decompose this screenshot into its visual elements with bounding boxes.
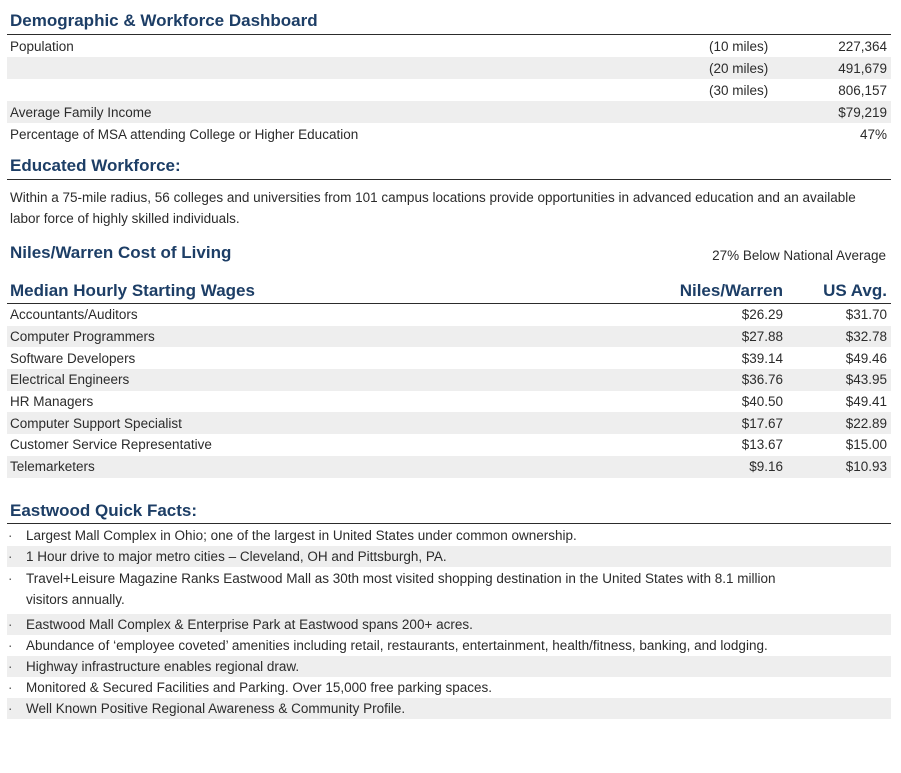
fact-text: Well Known Positive Regional Awareness & Community Profile. — [26, 700, 406, 716]
workforce-text: Within a 75-mile radius, 56 colleges and universities from 101 campus locations provide opportunities in advanced education and an available labor force of highly skilled individuals. — [10, 190, 856, 226]
wage-local-value: $26.29 — [741, 307, 783, 323]
fact-text: 1 Hour drive to major metro cities – Cleveland, OH and Pittsburgh, PA. — [26, 548, 447, 564]
college-value: 47% — [859, 126, 887, 142]
fact-text: Highway infrastructure enables regional draw. — [26, 658, 300, 674]
population-value: 227,364 — [838, 38, 887, 54]
fact-text: Abundance of ‘employee coveted’ amenities including retail, restaurants, entertainment, health/fitness, banking, and lodging. — [26, 637, 768, 653]
workforce-title-text: Educated Workforce: — [10, 156, 181, 175]
population-radius: (30 miles) — [709, 82, 769, 98]
bullet-icon: · — [8, 616, 13, 632]
wage-us-value: $49.41 — [845, 394, 887, 410]
cost-of-living-value: 27% Below National Average — [712, 248, 886, 263]
wage-occupation: Telemarketers — [10, 459, 95, 475]
wage-us-value: $15.00 — [845, 437, 887, 453]
wage-occupation: Customer Service Representative — [10, 437, 212, 453]
wage-row — [7, 369, 891, 391]
fact-text: Travel+Leisure Magazine Ranks Eastwood Mall as 30th most visited shopping destination in the United States with 8.1 million visitors annually. — [26, 570, 776, 607]
wage-local-value: $40.50 — [741, 394, 783, 410]
population-row — [7, 35, 891, 57]
wage-us-value: $31.70 — [845, 307, 887, 323]
wage-occupation: Software Developers — [10, 350, 136, 366]
bullet-icon: · — [8, 527, 13, 543]
wage-row — [7, 304, 891, 326]
fact-text: Monitored & Secured Facilities and Parking. Over 15,000 free parking spaces. — [26, 679, 492, 695]
fact-item — [7, 567, 891, 614]
bullet-icon: · — [8, 570, 13, 586]
wage-row — [7, 391, 891, 413]
wage-occupation: Accountants/Auditors — [10, 307, 138, 323]
cost-of-living-row — [7, 231, 891, 267]
wage-occupation: HR Managers — [10, 394, 94, 410]
wage-us-value: $10.93 — [845, 459, 887, 475]
facts-list — [7, 525, 891, 719]
college-label: Percentage of MSA attending College or Higher Education — [10, 126, 359, 142]
wage-local-value: $39.14 — [741, 350, 783, 366]
wage-local-value: $36.76 — [741, 372, 783, 388]
wage-local-value: $17.67 — [741, 415, 783, 431]
population-row — [7, 57, 891, 79]
dashboard-title-text: Demographic & Workforce Dashboard — [10, 11, 318, 30]
workforce-title — [7, 145, 891, 180]
wage-us-value: $22.89 — [845, 415, 887, 431]
wage-row — [7, 434, 891, 456]
fact-item — [7, 635, 891, 656]
fact-text: Eastwood Mall Complex & Enterprise Park at Eastwood spans 200+ acres. — [26, 616, 473, 632]
college-row — [7, 123, 891, 145]
wages-table — [7, 304, 891, 478]
income-label: Average Family Income — [10, 104, 152, 120]
cost-of-living-title: Niles/Warren Cost of Living — [10, 243, 232, 262]
wage-row — [7, 347, 891, 369]
wage-row — [7, 456, 891, 478]
fact-item — [7, 546, 891, 567]
fact-text: Largest Mall Complex in Ohio; one of the largest in United States under common ownership. — [26, 527, 577, 543]
wage-local-value: $9.16 — [749, 459, 783, 475]
wage-occupation: Electrical Engineers — [10, 372, 130, 388]
facts-title-text: Eastwood Quick Facts: — [10, 500, 198, 520]
wage-local-value: $27.88 — [741, 329, 783, 345]
wage-occupation: Computer Programmers — [10, 329, 155, 345]
fact-item — [7, 698, 891, 719]
dashboard-title — [7, 0, 891, 35]
population-radius: (10 miles) — [709, 38, 769, 54]
bullet-icon: · — [8, 700, 13, 716]
bullet-icon: · — [8, 637, 13, 653]
fact-item — [7, 677, 891, 698]
facts-title — [7, 478, 891, 524]
income-value: $79,219 — [838, 104, 887, 120]
population-radius: (20 miles) — [709, 60, 769, 76]
wages-title: Median Hourly Starting Wages — [10, 281, 255, 300]
bullet-icon: · — [8, 679, 13, 695]
bullet-icon: · — [8, 658, 13, 674]
fact-item — [7, 525, 891, 546]
population-value: 491,679 — [838, 60, 887, 76]
wage-local-value: $13.67 — [741, 437, 783, 453]
dashboard-page — [7, 0, 891, 719]
wage-us-value: $49.46 — [845, 350, 887, 366]
population-label: Population — [10, 38, 74, 54]
wages-header — [7, 267, 891, 304]
fact-item — [7, 656, 891, 677]
fact-item — [7, 614, 891, 635]
wage-row — [7, 412, 891, 434]
population-row — [7, 79, 891, 101]
wage-row — [7, 326, 891, 348]
wage-us-value: $43.95 — [845, 372, 887, 388]
wages-col-local: Niles/Warren — [679, 281, 783, 300]
wage-occupation: Computer Support Specialist — [10, 415, 182, 431]
population-value: 806,157 — [838, 82, 887, 98]
bullet-icon: · — [8, 548, 13, 564]
income-row — [7, 101, 891, 123]
wages-col-us: US Avg. — [823, 281, 887, 300]
wage-us-value: $32.78 — [845, 329, 887, 345]
